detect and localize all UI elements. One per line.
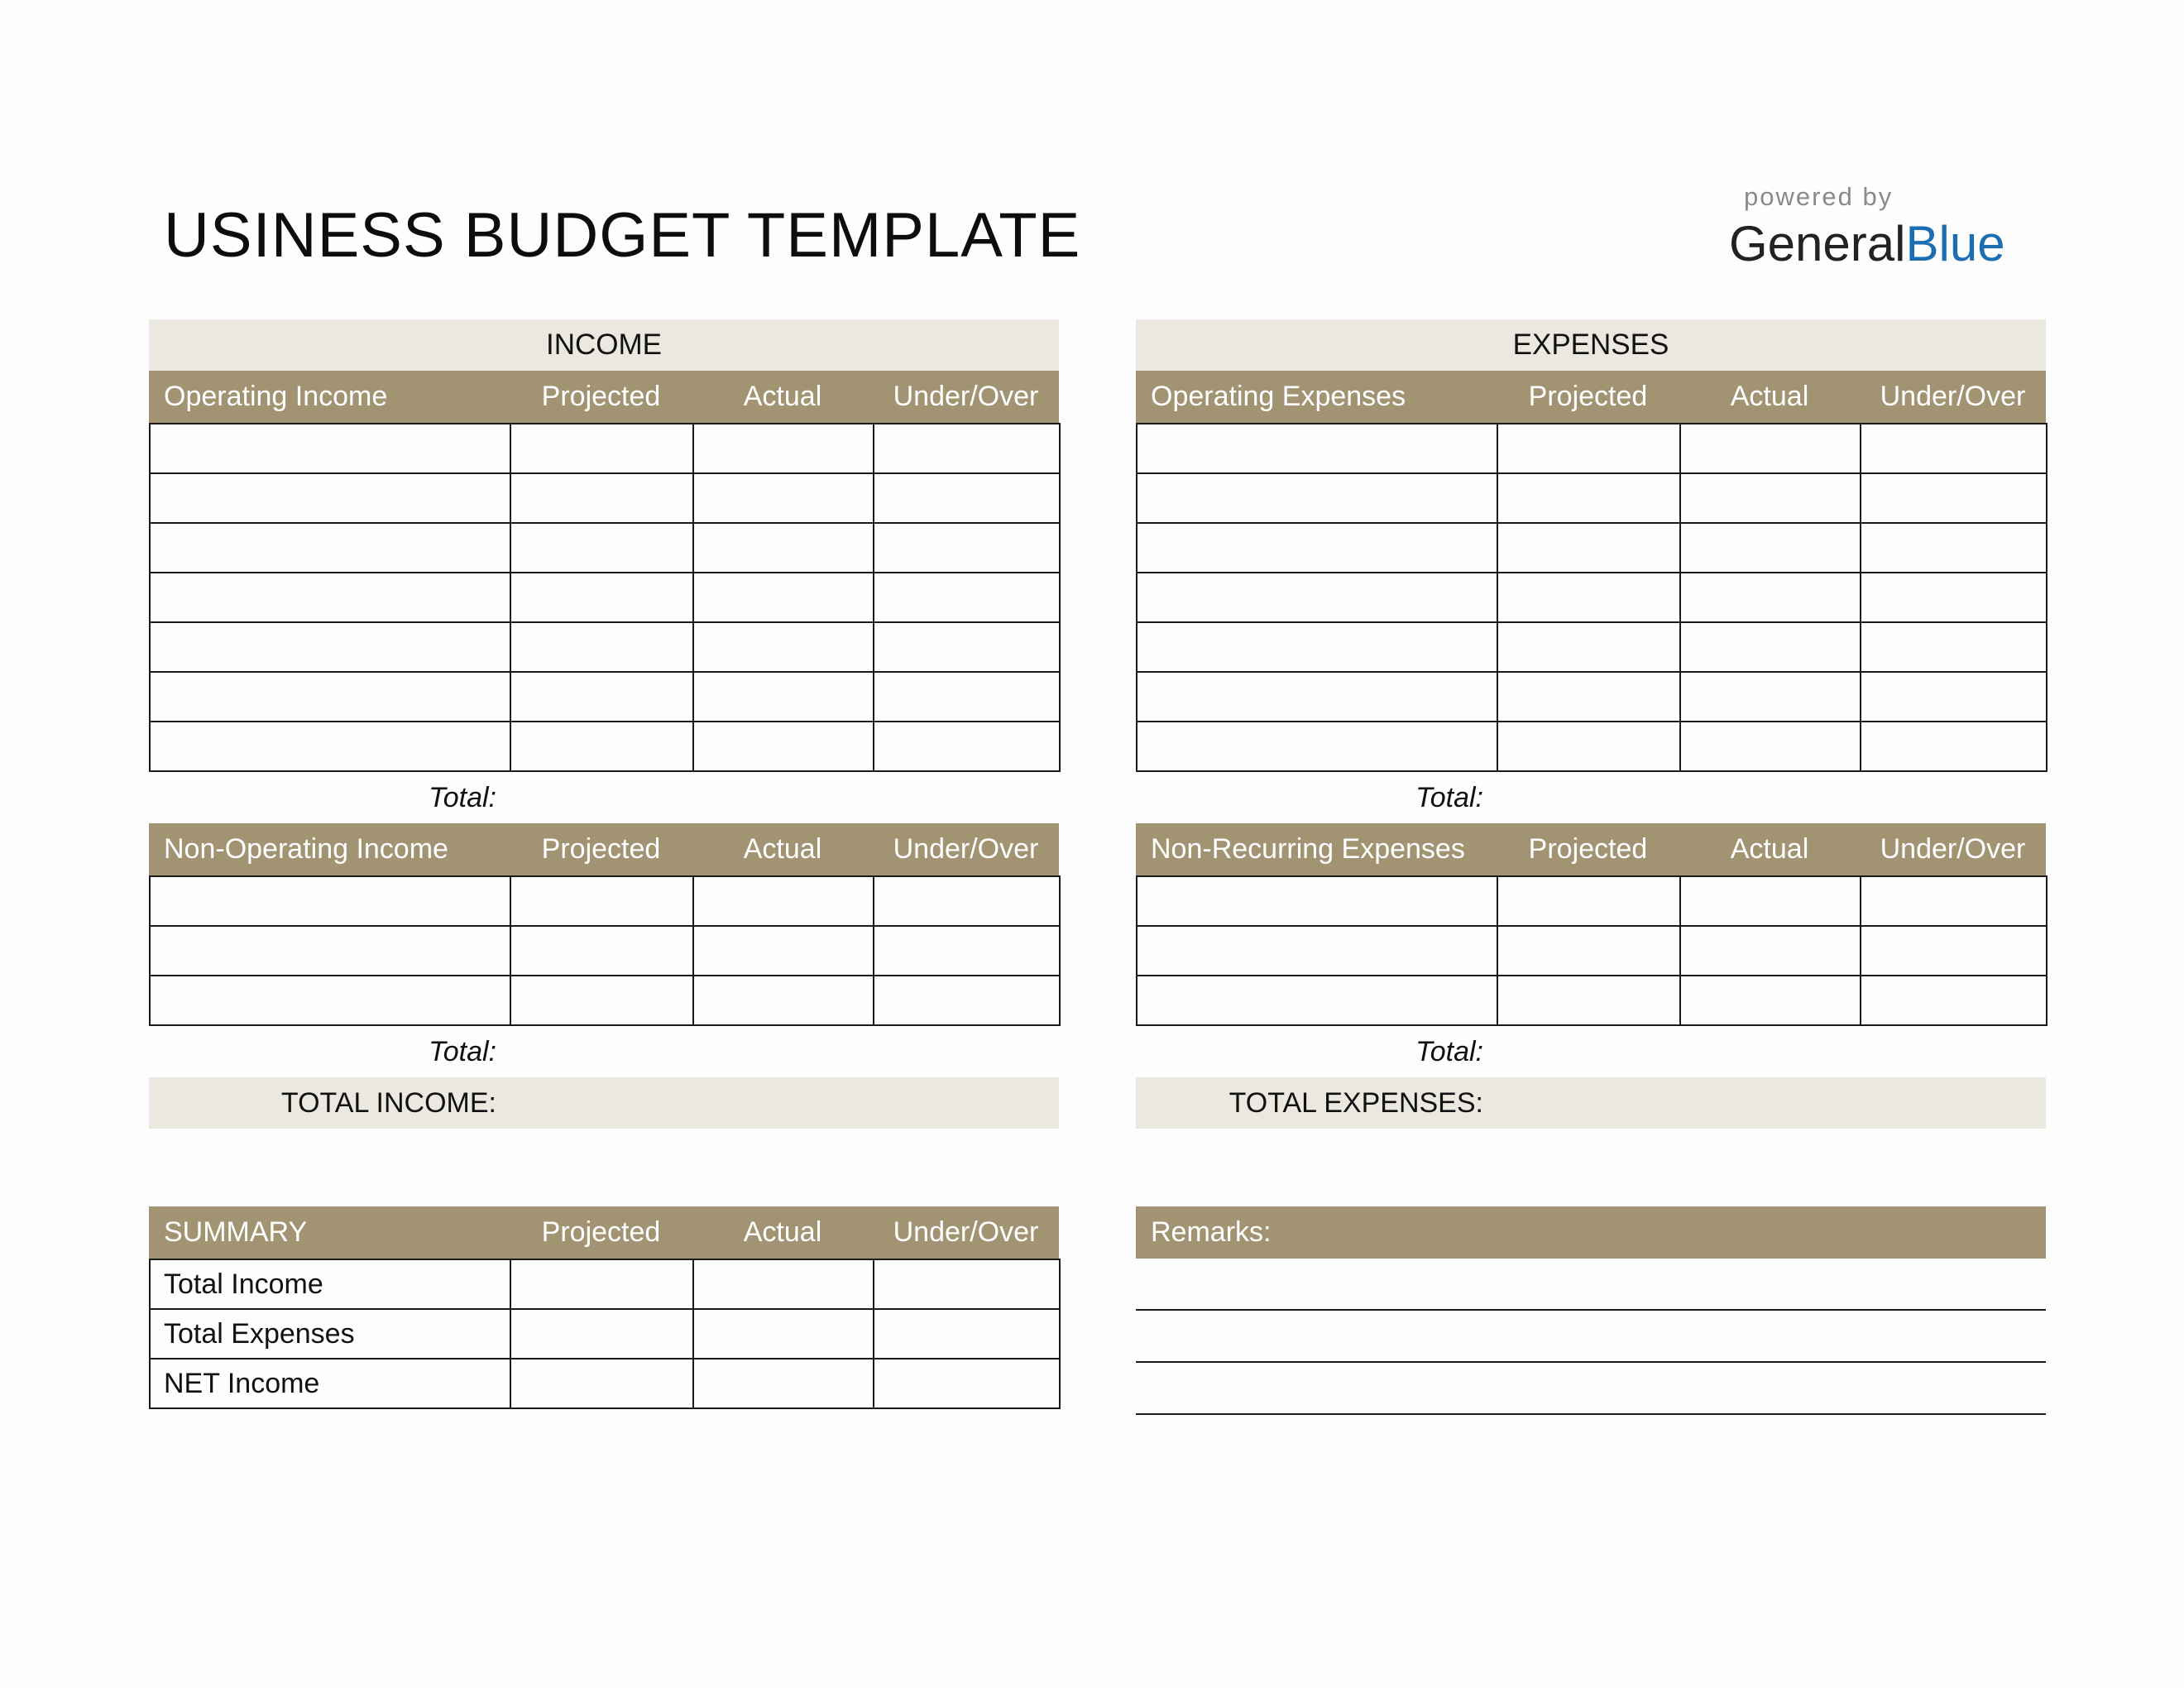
non-recurring-expenses-total — [1136, 1026, 2046, 1077]
actual-cell[interactable] — [1680, 926, 1861, 976]
projected-cell[interactable] — [1497, 722, 1680, 771]
total-expenses-label: TOTAL EXPENSES: — [1228, 1086, 1483, 1119]
table-row — [1137, 573, 2047, 622]
actual-cell[interactable] — [1680, 622, 1861, 672]
brand-logo — [1729, 180, 2010, 275]
under-over-cell[interactable] — [1861, 926, 2047, 976]
table-row — [1137, 424, 2047, 473]
col-under-over: Under/Over — [893, 833, 1039, 865]
projected-cell[interactable] — [510, 976, 693, 1025]
remarks-line[interactable] — [1136, 1311, 2046, 1363]
col-actual: Actual — [743, 381, 822, 412]
projected-cell[interactable] — [1497, 523, 1680, 573]
non-recurring-expenses-header — [1136, 823, 2046, 875]
table-row — [150, 473, 1060, 523]
table-row — [150, 722, 1060, 771]
projected-cell[interactable] — [510, 424, 693, 473]
projected-cell[interactable] — [510, 523, 693, 573]
col-label: Non-Operating Income — [164, 833, 448, 865]
under-over-cell[interactable] — [874, 424, 1060, 473]
under-over-cell[interactable] — [1861, 473, 2047, 523]
table-row — [150, 876, 1060, 926]
under-over-cell[interactable] — [874, 976, 1060, 1025]
actual-cell[interactable] — [693, 622, 874, 672]
label-cell[interactable] — [1137, 722, 1497, 771]
col-projected: Projected — [541, 833, 661, 865]
col-actual: Actual — [1730, 381, 1809, 412]
non-operating-income-header — [149, 823, 1059, 875]
summary-panel — [149, 1206, 1059, 1409]
projected-cell[interactable] — [510, 672, 693, 722]
projected-cell[interactable] — [1497, 573, 1680, 622]
actual-cell[interactable] — [693, 473, 874, 523]
projected-cell[interactable] — [510, 473, 693, 523]
brand-name-part1: General — [1729, 216, 1906, 271]
actual-cell[interactable] — [1680, 473, 1861, 523]
col-label: Non-Recurring Expenses — [1151, 833, 1465, 865]
expenses-panel — [1136, 319, 2046, 1129]
projected-cell[interactable] — [510, 1309, 693, 1359]
col-label: SUMMARY — [164, 1216, 308, 1248]
under-over-cell[interactable] — [1861, 672, 2047, 722]
label-cell[interactable] — [1137, 424, 1497, 473]
label-cell[interactable] — [1137, 672, 1497, 722]
col-actual: Actual — [743, 1216, 822, 1248]
total-label: Total: — [1415, 781, 1483, 813]
operating-expenses-total — [1136, 772, 2046, 823]
under-over-cell[interactable] — [874, 722, 1060, 771]
remarks-line[interactable] — [1136, 1259, 2046, 1311]
table-row — [150, 672, 1060, 722]
summary-header — [149, 1206, 1059, 1259]
projected-cell[interactable] — [1497, 926, 1680, 976]
col-actual: Actual — [743, 833, 822, 865]
table-row — [150, 1359, 1060, 1408]
actual-cell[interactable] — [693, 876, 874, 926]
label-cell[interactable] — [1137, 573, 1497, 622]
total-label: Total: — [429, 781, 496, 813]
page-title: USINESS BUDGET TEMPLATE — [164, 200, 1081, 271]
powered-by-text: powered by — [1744, 182, 1894, 211]
projected-cell[interactable] — [510, 622, 693, 672]
projected-cell[interactable] — [1497, 672, 1680, 722]
actual-cell[interactable] — [693, 1359, 874, 1408]
operating-income-total — [149, 772, 1059, 823]
actual-cell[interactable] — [1680, 976, 1861, 1025]
label-cell[interactable] — [150, 424, 510, 473]
label-cell: Total Expenses — [150, 1309, 510, 1359]
operating-income-header — [149, 371, 1059, 423]
table-row — [1137, 473, 2047, 523]
label-cell[interactable] — [150, 672, 510, 722]
operating-income-table — [149, 423, 1061, 772]
under-over-cell[interactable] — [874, 473, 1060, 523]
col-label: Operating Income — [164, 381, 388, 412]
actual-cell[interactable] — [693, 722, 874, 771]
label-cell[interactable] — [150, 722, 510, 771]
label-cell[interactable] — [1137, 523, 1497, 573]
projected-cell[interactable] — [1497, 622, 1680, 672]
total-label: Total: — [429, 1035, 496, 1067]
col-projected: Projected — [1528, 833, 1648, 865]
table-row — [1137, 976, 2047, 1025]
label-cell[interactable] — [150, 573, 510, 622]
table-row — [1137, 523, 2047, 573]
col-under-over: Under/Over — [1880, 381, 2026, 412]
actual-cell[interactable] — [693, 1259, 874, 1309]
label-cell: Total Income — [150, 1259, 510, 1309]
label-cell[interactable] — [150, 926, 510, 976]
remarks-header — [1136, 1206, 2046, 1259]
table-row — [150, 424, 1060, 473]
under-over-cell[interactable] — [874, 622, 1060, 672]
actual-cell[interactable] — [1680, 523, 1861, 573]
label-cell[interactable] — [1137, 926, 1497, 976]
projected-cell[interactable] — [510, 876, 693, 926]
non-operating-income-total — [149, 1026, 1059, 1077]
projected-cell[interactable] — [1497, 976, 1680, 1025]
table-row — [1137, 622, 2047, 672]
actual-cell[interactable] — [1680, 876, 1861, 926]
remarks-line[interactable] — [1136, 1363, 2046, 1415]
under-over-cell[interactable] — [1861, 424, 2047, 473]
projected-cell[interactable] — [1497, 876, 1680, 926]
brand-name-part2: Blue — [1905, 216, 2005, 271]
remarks-lines — [1136, 1259, 2046, 1415]
projected-cell[interactable] — [510, 1359, 693, 1408]
total-label: Total: — [1415, 1035, 1483, 1067]
col-under-over: Under/Over — [893, 1216, 1039, 1248]
actual-cell[interactable] — [693, 424, 874, 473]
actual-cell[interactable] — [693, 926, 874, 976]
projected-cell[interactable] — [510, 722, 693, 771]
label-cell[interactable] — [150, 523, 510, 573]
table-row — [150, 1259, 1060, 1309]
actual-cell[interactable] — [1680, 424, 1861, 473]
under-over-cell[interactable] — [874, 1359, 1060, 1408]
label-cell[interactable] — [1137, 622, 1497, 672]
remarks-panel — [1136, 1206, 2046, 1415]
summary-table — [149, 1259, 1061, 1409]
under-over-cell[interactable] — [1861, 976, 2047, 1025]
actual-cell[interactable] — [693, 672, 874, 722]
under-over-cell[interactable] — [1861, 573, 2047, 622]
under-over-cell[interactable] — [1861, 876, 2047, 926]
under-over-cell[interactable] — [1861, 523, 2047, 573]
actual-cell[interactable] — [1680, 722, 1861, 771]
table-row — [1137, 672, 2047, 722]
total-income-bar — [149, 1077, 1059, 1129]
col-label: Operating Expenses — [1151, 381, 1406, 412]
table-row — [150, 976, 1060, 1025]
total-expenses-bar — [1136, 1077, 2046, 1129]
projected-cell[interactable] — [510, 573, 693, 622]
table-row — [150, 1309, 1060, 1359]
remarks-label: Remarks: — [1151, 1216, 1272, 1248]
projected-cell[interactable] — [510, 926, 693, 976]
col-projected: Projected — [541, 1216, 661, 1248]
table-row — [150, 573, 1060, 622]
under-over-cell[interactable] — [874, 926, 1060, 976]
under-over-cell[interactable] — [874, 1259, 1060, 1309]
income-panel — [149, 319, 1059, 1129]
projected-cell[interactable] — [510, 1259, 693, 1309]
col-projected: Projected — [541, 381, 661, 412]
table-row — [150, 926, 1060, 976]
label-cell[interactable] — [1137, 976, 1497, 1025]
operating-expenses-table — [1136, 423, 2048, 772]
table-row — [150, 523, 1060, 573]
table-row — [1137, 876, 2047, 926]
actual-cell[interactable] — [693, 523, 874, 573]
operating-expenses-header — [1136, 371, 2046, 423]
label-cell[interactable] — [150, 622, 510, 672]
projected-cell[interactable] — [1497, 473, 1680, 523]
label-cell[interactable] — [1137, 473, 1497, 523]
table-row — [150, 622, 1060, 672]
projected-cell[interactable] — [1497, 424, 1680, 473]
col-actual: Actual — [1730, 833, 1809, 865]
actual-cell[interactable] — [1680, 672, 1861, 722]
actual-cell[interactable] — [693, 1309, 874, 1359]
actual-cell[interactable] — [693, 976, 874, 1025]
under-over-cell[interactable] — [874, 523, 1060, 573]
col-projected: Projected — [1528, 381, 1648, 412]
total-income-label: TOTAL INCOME: — [280, 1086, 496, 1119]
label-cell: NET Income — [150, 1359, 510, 1408]
under-over-cell[interactable] — [874, 672, 1060, 722]
table-row — [1137, 722, 2047, 771]
label-cell[interactable] — [150, 976, 510, 1025]
brand-name — [1729, 213, 2010, 275]
non-recurring-expenses-table — [1136, 875, 2048, 1026]
table-row — [1137, 926, 2047, 976]
col-under-over: Under/Over — [1880, 833, 2026, 865]
under-over-cell[interactable] — [874, 1309, 1060, 1359]
col-under-over: Under/Over — [893, 381, 1039, 412]
label-cell[interactable] — [150, 473, 510, 523]
under-over-cell[interactable] — [1861, 622, 2047, 672]
actual-cell[interactable] — [693, 573, 874, 622]
actual-cell[interactable] — [1680, 573, 1861, 622]
income-band: INCOME — [149, 319, 1059, 371]
under-over-cell[interactable] — [874, 573, 1060, 622]
label-cell[interactable] — [150, 876, 510, 926]
label-cell[interactable] — [1137, 876, 1497, 926]
under-over-cell[interactable] — [1861, 722, 2047, 771]
under-over-cell[interactable] — [874, 876, 1060, 926]
expenses-band: EXPENSES — [1136, 319, 2046, 371]
non-operating-income-table — [149, 875, 1061, 1026]
